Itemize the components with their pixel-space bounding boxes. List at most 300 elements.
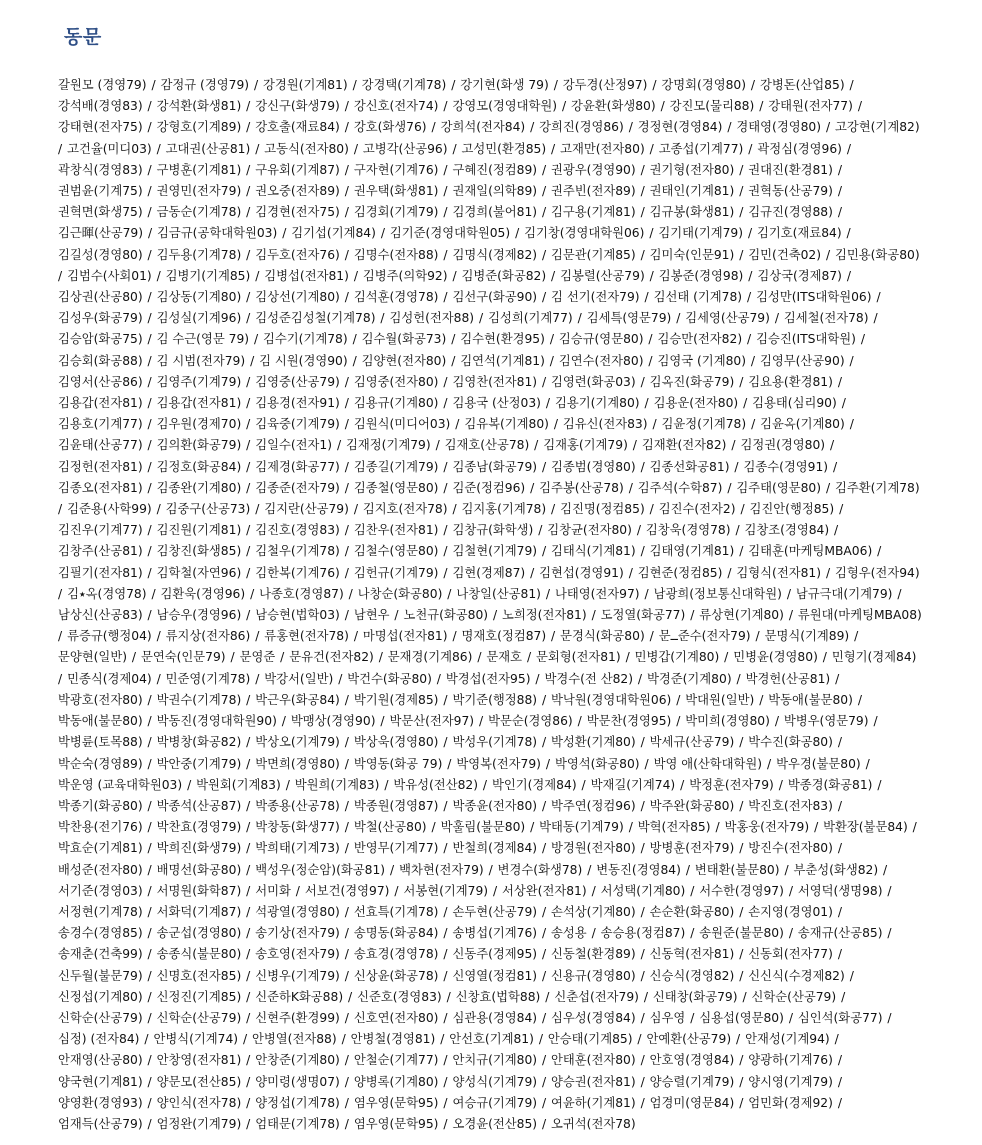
alumni-name: 박기준(행정88) (452, 692, 538, 707)
name-separator: / (636, 1010, 649, 1025)
name-separator: / (645, 502, 658, 517)
name-separator: / (636, 1074, 649, 1089)
name-separator: / (538, 968, 551, 983)
name-separator: / (340, 968, 353, 983)
alumni-name: 김 수근(영문 79) (156, 332, 250, 347)
alumni-name: 김재환(전자82) (641, 438, 727, 453)
alumni-name: 신춘섭(전자79) (554, 989, 639, 1004)
alumni-name: 양병록(기계80) (353, 1074, 439, 1089)
name-separator: / (349, 629, 362, 644)
name-separator: / (636, 904, 649, 919)
alumni-name: 김일수(전자1) (255, 438, 333, 453)
name-separator: / (340, 735, 353, 750)
alumni-name: 박상욱(경영80) (353, 735, 439, 750)
alumni-name: 서화덕(기계87) (156, 904, 242, 919)
name-separator: / (431, 438, 444, 453)
name-separator: / (278, 226, 291, 241)
alumni-name: 김양현(전자80) (361, 353, 447, 368)
alumni-name: 엄정완(기계79) (156, 1116, 242, 1131)
name-separator: / (447, 78, 460, 92)
name-separator: / (782, 586, 795, 601)
name-separator: / (143, 99, 156, 114)
alumni-name: 김정호(화공84) (156, 459, 242, 474)
name-separator: / (747, 78, 759, 92)
alumni-name: 양미령(생명07) (255, 1074, 340, 1089)
name-separator: / (735, 968, 748, 983)
name-separator: / (340, 374, 353, 389)
alumni-name: 심용섭(영문80) (699, 1010, 784, 1025)
alumni-name: 김성희(기계77) (488, 311, 573, 326)
alumni-name: 엄재득(산공79) (58, 1116, 143, 1131)
name-separator: / (538, 184, 551, 199)
alumni-name: 박영동(화공 79) (353, 756, 443, 771)
name-separator: / (451, 417, 464, 432)
name-separator: / (143, 438, 156, 453)
name-separator: / (547, 502, 560, 517)
alumni-name: 김옥진(화공79) (649, 374, 735, 389)
name-separator: / (143, 162, 156, 177)
name-separator: / (226, 650, 239, 665)
alumni-name: 박종용(산공78) (255, 798, 340, 813)
alumni-name: 남상신(산공83) (58, 608, 143, 623)
name-separator: / (636, 735, 649, 750)
name-separator: / (538, 1074, 551, 1089)
name-separator: / (833, 735, 842, 750)
alumni-name: 신동회(전자77) (748, 947, 833, 962)
alumni-name: 김규진(경영88) (748, 205, 833, 220)
alumni-name: 김영국 (기계80) (657, 353, 747, 368)
name-separator: / (390, 608, 403, 623)
alumni-name: 김지호(전자78) (362, 502, 448, 517)
name-separator: / (152, 671, 165, 686)
alumni-name: 김환욱(경영96) (160, 586, 246, 601)
alumni-name: 김기창(경영대학원06) (524, 226, 645, 241)
name-separator: / (833, 947, 842, 962)
alumni-name: 김상동(기계80) (156, 290, 242, 305)
name-separator: / (735, 162, 748, 177)
name-separator: / (845, 417, 854, 432)
alumni-name: 김진수(전자2) (658, 502, 736, 517)
alumni-name: 양광하(기계76) (748, 1053, 833, 1068)
alumni-name: 송효경(경영78) (353, 947, 439, 962)
alumni-name: 안철순(기계77) (353, 1053, 439, 1068)
alumni-name: 김유복(기계80) (464, 417, 549, 432)
name-separator: / (558, 99, 571, 114)
alumni-name: 남승우(경영96) (156, 608, 242, 623)
alumni-name: 김성실(기계96) (156, 311, 242, 326)
name-separator: / (621, 650, 634, 665)
alumni-name: 김형우(전자94) (835, 565, 920, 580)
name-separator: / (340, 1095, 353, 1110)
alumni-name: 박진호(전자83) (748, 798, 833, 813)
name-separator: / (439, 904, 452, 919)
name-separator: / (242, 926, 255, 941)
name-separator: / (833, 798, 842, 813)
alumni-name: 김영련(화공03) (551, 374, 636, 389)
name-separator: / (242, 396, 255, 411)
alumni-name: 안병식(기계74) (153, 1032, 239, 1047)
name-separator: / (545, 353, 558, 368)
name-separator: / (530, 438, 543, 453)
name-separator: / (448, 502, 461, 517)
alumni-name: 김태식(기계81) (551, 544, 636, 559)
alumni-name: 박경수(전 산82) (544, 671, 634, 686)
name-separator: / (636, 247, 649, 262)
alumni-name: 김명수(전자88) (353, 247, 439, 262)
name-separator: / (143, 205, 156, 220)
name-separator: / (545, 332, 558, 347)
name-separator: / (636, 841, 649, 856)
name-separator: / (443, 756, 456, 771)
alumni-name: 류홍현(전자78) (264, 629, 349, 644)
name-separator: / (735, 1074, 748, 1089)
alumni-name: 박원회(기계83) (196, 777, 281, 792)
alumni-name: 염우영(문학95) (353, 1116, 439, 1131)
name-separator: / (242, 841, 255, 856)
name-separator: / (636, 544, 649, 559)
name-separator: / (340, 756, 353, 771)
alumni-name: 김용태(심리90) (752, 396, 837, 411)
name-separator: / (242, 692, 255, 707)
name-separator: / (743, 290, 756, 305)
name-separator: / (526, 480, 539, 495)
name-separator: / (147, 78, 160, 92)
name-separator: / (739, 396, 752, 411)
name-separator: / (672, 692, 685, 707)
name-separator: / (633, 1032, 646, 1047)
alumni-name: 구병훈(기계81) (156, 162, 242, 177)
name-separator: / (829, 459, 838, 474)
name-separator: / (242, 311, 255, 326)
alumni-name: 김창균(전자80) (547, 523, 632, 538)
name-separator: / (58, 586, 67, 601)
alumni-name: 김명식(경제82) (452, 247, 538, 262)
alumni-name: 강태원(전자77) (768, 99, 853, 114)
name-separator: / (636, 162, 649, 177)
name-separator: / (143, 947, 156, 962)
alumni-name: 명재호(정컴87) (461, 629, 547, 644)
alumni-name: 김정헌(전자81) (58, 459, 143, 474)
name-separator: / (723, 120, 736, 135)
alumni-name: 김종수(경영91) (743, 459, 829, 474)
name-separator: / (439, 1116, 452, 1131)
name-separator: / (340, 1053, 353, 1068)
name-separator: / (442, 989, 455, 1004)
alumni-name: 김성우(화공79) (58, 311, 143, 326)
alumni-name: 변경수(화생78) (497, 862, 583, 877)
name-separator: / (636, 184, 649, 199)
name-separator: / (826, 438, 835, 453)
alumni-name: 김경회(기계79) (353, 205, 439, 220)
alumni-name: 박맹상(경영90) (290, 714, 376, 729)
name-separator: / (152, 629, 165, 644)
name-separator: / (547, 141, 560, 156)
alumni-name: 문ــ준수(전자79) (658, 629, 751, 644)
name-separator: / (845, 78, 854, 92)
name-separator: / (439, 1074, 452, 1089)
name-separator: / (541, 586, 554, 601)
alumni-name: 송호영(전자79) (255, 947, 340, 962)
alumni-name: 김봉준(경영98) (658, 268, 744, 283)
alumni-name: 김진원(기계81) (156, 523, 242, 538)
alumni-name: 심우영 (649, 1010, 686, 1025)
name-separator: / (143, 374, 156, 389)
name-separator: / (348, 332, 361, 347)
alumni-name: 김기태(기계79) (658, 226, 744, 241)
alumni-name: 민종식(경제04) (67, 671, 152, 686)
alumni-name: 박찬효(경영79) (156, 820, 242, 835)
alumni-name: 김두용(기계78) (156, 247, 242, 262)
name-separator: / (337, 1032, 350, 1047)
alumni-name: 서보건(경영97) (304, 883, 390, 898)
alumni-name: 김준(정컴96) (452, 480, 526, 495)
name-separator: / (636, 205, 649, 220)
alumni-name: 김선구(화공90) (452, 290, 538, 305)
name-separator: / (636, 947, 649, 962)
name-separator: / (879, 862, 888, 877)
alumni-name: 김٭옥(경영78) (67, 586, 147, 601)
name-separator: / (624, 820, 637, 835)
alumni-name: 손지영(경영01) (748, 904, 833, 919)
alumni-name: 고재만(전자80) (560, 141, 645, 156)
alumni-name: 안예환(산공79) (646, 1032, 732, 1047)
alumni-name: 송성용 (551, 926, 587, 941)
name-separator: / (686, 883, 699, 898)
alumni-name: 권우택(화생81) (353, 184, 439, 199)
alumni-name: 강석환(화생81) (156, 99, 242, 114)
name-separator: / (242, 459, 255, 474)
alumni-name: 강호출(재료84) (255, 120, 340, 135)
alumni-name: 송명동(화공84) (353, 926, 439, 941)
name-separator: / (636, 1053, 649, 1068)
alumni-name: 박태동(기계79) (539, 820, 624, 835)
name-separator: / (672, 714, 685, 729)
name-separator: / (549, 417, 562, 432)
name-separator: / (242, 417, 255, 432)
name-separator: / (242, 184, 255, 199)
name-separator: / (523, 650, 536, 665)
name-separator: / (281, 777, 294, 792)
alumni-name: 서봉현(기계79) (403, 883, 489, 898)
alumni-name: 여승규(기계79) (452, 1095, 538, 1110)
alumni-name: 류지상(전자86) (165, 629, 251, 644)
alumni-name: 김두호(전자76) (255, 247, 340, 262)
alumni-name: 박유성(전산82) (393, 777, 479, 792)
name-separator: / (681, 862, 694, 877)
name-separator: / (436, 1032, 449, 1047)
alumni-name: 김주봉(산공78) (539, 480, 624, 495)
name-separator: / (645, 268, 658, 283)
name-separator: / (439, 841, 452, 856)
alumni-name: 김종오(전자81) (58, 480, 143, 495)
alumni-name: 김창욱(경영78) (645, 523, 731, 538)
alumni-name: 서상완(전자81) (502, 883, 587, 898)
name-separator: / (774, 777, 787, 792)
alumni-name: 안치규(기계80) (452, 1053, 538, 1068)
alumni-name: 김기준(경영대학원05) (389, 226, 511, 241)
alumni-name: 박훌림(불문80) (440, 820, 526, 835)
name-separator: / (833, 162, 842, 177)
alumni-name: 안재영(산공80) (58, 1053, 143, 1068)
name-separator: / (526, 120, 539, 135)
alumni-name: 박병창(화공82) (156, 735, 242, 750)
alumni-name: 김구용(기계81) (551, 205, 636, 220)
name-separator: / (374, 650, 387, 665)
alumni-name: 경태영(경영80) (736, 120, 822, 135)
name-separator: / (541, 989, 554, 1004)
alumni-name: 김용기(기계80) (554, 396, 640, 411)
name-separator: / (242, 205, 255, 220)
alumni-name: 강석배(경영83) (58, 99, 143, 114)
alumni-name: 김진호(경영83) (255, 523, 340, 538)
name-separator: / (340, 926, 353, 941)
name-separator: / (583, 862, 596, 877)
name-separator: / (686, 926, 699, 941)
name-separator: / (143, 714, 156, 729)
name-separator: / (152, 141, 165, 156)
name-separator: / (908, 820, 917, 835)
alumni-name: 염우영(문학95) (353, 1095, 439, 1110)
alumni-name: 서영덕(생명98) (797, 883, 883, 898)
alumni-name: 박희진(화생79) (156, 841, 242, 856)
name-separator: / (853, 99, 862, 114)
alumni-name: 김승규(영문80) (558, 332, 644, 347)
alumni-name: 김수기(기계78) (263, 332, 348, 347)
alumni-name: 노희정(전자81) (502, 608, 587, 623)
name-separator: / (636, 374, 649, 389)
alumni-name: 갈원모 (경영79) (58, 78, 147, 92)
name-separator: / (735, 544, 748, 559)
name-separator: / (242, 247, 255, 262)
alumni-name: 김주태(영문80) (736, 480, 822, 495)
alumni-name: 김재홍(기계79) (543, 438, 628, 453)
alumni-name: 김현(경제87) (452, 565, 526, 580)
name-separator: / (869, 714, 878, 729)
name-separator: / (439, 459, 452, 474)
alumni-name: 오귀석(전자78) (551, 1116, 636, 1131)
name-separator: / (538, 735, 551, 750)
name-separator: / (242, 904, 255, 919)
alumni-name: 신두월(불문79) (58, 968, 143, 983)
alumni-name: 신학순(산공79) (751, 989, 837, 1004)
name-separator: / (143, 735, 156, 750)
name-separator: / (58, 671, 67, 686)
alumni-name: 민형기(경제84) (831, 650, 917, 665)
name-separator: / (439, 565, 452, 580)
alumni-name: 신준호(경영83) (357, 989, 442, 1004)
alumni-name: 신동주(경제95) (452, 947, 538, 962)
name-separator: / (242, 1074, 255, 1089)
name-separator: / (376, 714, 389, 729)
alumni-name: 김창규(화학생) (452, 523, 534, 538)
name-separator: / (251, 629, 264, 644)
alumni-name: 신정진(기계85) (156, 989, 242, 1004)
alumni-name: 엄태문(기계78) (255, 1116, 340, 1131)
alumni-name: 김상국(경제87) (757, 268, 842, 283)
name-separator: / (376, 226, 389, 241)
alumni-name: 박창동(화생77) (255, 820, 340, 835)
alumni-name: 남규극대(기계79) (795, 586, 893, 601)
name-separator: / (526, 820, 539, 835)
name-separator: / (541, 396, 554, 411)
alumni-name: 김수월(화공73) (361, 332, 447, 347)
name-separator: / (143, 396, 156, 411)
name-separator: / (624, 565, 637, 580)
name-separator: / (439, 1095, 452, 1110)
alumni-name: 서미화 (255, 883, 291, 898)
name-separator: / (143, 1095, 156, 1110)
name-separator: / (143, 1074, 156, 1089)
name-separator: / (340, 396, 353, 411)
alumni-name: 문경식(화공80) (560, 629, 645, 644)
alumni-name: 고병각(산공96) (362, 141, 448, 156)
name-separator: / (143, 841, 156, 856)
name-separator: / (853, 692, 862, 707)
name-separator: / (242, 947, 255, 962)
alumni-name: 박경헌(산공81) (745, 671, 831, 686)
alumni-name: 심인석(화공77) (797, 1010, 883, 1025)
name-separator: / (152, 268, 165, 283)
alumni-name: 김영주(기계79) (156, 374, 242, 389)
alumni-name: 김주석(수학87) (637, 480, 723, 495)
alumni-name: 김연수(전자80) (558, 353, 644, 368)
name-separator: / (831, 671, 840, 686)
alumni-name: 강기현(화생 79) (460, 78, 549, 92)
name-separator: / (439, 184, 452, 199)
alumni-name: 신호연(전자80) (353, 1010, 439, 1025)
name-separator: / (340, 904, 353, 919)
alumni-name: 류상현(기계80) (699, 608, 784, 623)
name-separator: / (242, 862, 255, 877)
alumni-name: 박효순(기계81) (58, 841, 143, 856)
alumni-name: 김규봉(화생81) (649, 205, 735, 220)
alumni-name: 김 시원(경영90) (259, 353, 348, 368)
alumni-name-list (58, 75, 924, 1135)
name-separator: / (340, 1010, 353, 1025)
alumni-name: 김진명(정컴85) (560, 502, 645, 517)
name-separator: / (833, 184, 842, 199)
name-separator: / (58, 502, 67, 517)
alumni-name: 강신구(화생79) (255, 99, 340, 114)
name-separator: / (538, 247, 551, 262)
alumni-name: 김기호(재료84) (757, 226, 842, 241)
alumni-name: 김기섭(기계84) (291, 226, 376, 241)
name-separator: / (349, 502, 362, 517)
name-separator: / (251, 502, 264, 517)
name-separator: / (842, 141, 852, 156)
alumni-name: 김종선화공81) (649, 459, 730, 474)
alumni-name: 박홍웅(전자79) (724, 820, 810, 835)
name-separator: / (735, 947, 748, 962)
alumni-name: 박근우(화공84) (255, 692, 340, 707)
alumni-name: 신학순(산공79) (58, 1010, 143, 1025)
name-separator: / (730, 459, 743, 474)
alumni-name: 엄민화(경제92) (748, 1095, 833, 1110)
alumni-name: 금동순(기계78) (156, 205, 242, 220)
name-separator: / (541, 756, 554, 771)
alumni-name: 류증규(행정04) (67, 629, 152, 644)
alumni-name: 김영중(산공79) (255, 374, 340, 389)
name-separator: / (735, 1053, 748, 1068)
alumni-name: 박수진(화공80) (748, 735, 833, 750)
alumni-name: 박재길(기계74) (590, 777, 676, 792)
name-separator: / (770, 311, 783, 326)
name-separator: / (348, 353, 361, 368)
alumni-name: 양영환(경영93) (58, 1095, 143, 1110)
name-separator: / (447, 353, 460, 368)
name-separator: / (242, 756, 255, 771)
name-separator: / (439, 544, 452, 559)
